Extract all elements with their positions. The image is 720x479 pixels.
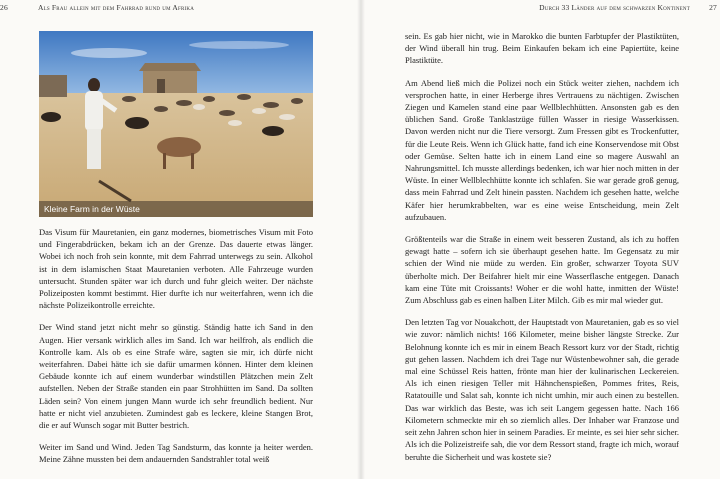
farm-photo [39,31,313,217]
running-head: Als Frau allein mit dem Fahrrad rund um Afrika [38,3,195,12]
paragraph: Am Abend ließ mich die Polizei noch ein Stück weiter ziehen, nachdem ich versprochen hatte, in einer Herberge ihres Vertrauens zu nächtigen. Zwischen Ziegen und Kamelen stand eine paar Wellblechhütten. Ansonsten gab es den üblichen Sand. Große Tanklastzüge füllen Wasser in riesige Wasserkissen. Davon werden nicht nur die Tiere versorgt. Zum Fressen gibt es Trockenfutter, für die Leute Reis. Wenn ich Glück hatte, fand ich eine Konservendose mit Obst oder Gemüse. Selten hatte ich in einem Land eine so magere Auswahl an Nahrungsmittel. Ich musste allerdings bedenken, ich war hier noch mitten in der Wüste. In einer Wellblechhütte konnte ich schlafen. Sie war gerade groß genug, dass mein Fahrrad und Zelt hinein passten. Nachdem ich gesehen hatte, welche Käfer hier herumkrabbelten, war es eine weise Entscheidung, mein Zelt aufzubauen. [405,77,679,222]
paragraph: sein. Es gab hier nicht, wie in Marokko die bunten Farbtupfer der Plastiktüten, der Wind überall hin trug. Beim Einkaufen bekam ich eine Papiertüte, keine Plastiktüte. [405,31,679,66]
page-number: 27 [709,3,717,12]
paragraph: Der Wind stand jetzt nicht mehr so günstig. Ständig hatte ich Sand in den Augen. Hier versank wirklich alles im Sand. Ich war heilfroh, als endlich die Kontrolle kam. Als ob es eine Strafe wäre, sagten sie mir, ich dürfe nicht weiterfahren. Dabei hätte ich sie dafür umarmen können. Hinter dem kleinen Gebäude konnte ich auf einem wunderbar windstillen Plätzchen mein Zelt aufstellen. Neben der Straße standen ein paar Strohhütten im Sand. Da sollten Läden sein? Von einem jungen Mann wurde ich sehr freundlich bedient. Nur hatte er nicht viel anzubieten. Zumindest gab es leckere, kleine Stangen Brot, die er auf Wunsch sogar mit Butter bestrich. [39,322,313,431]
paragraph: Größtenteils war die Straße in einem weit besseren Zustand, als ich zu hoffen gewagt hatte – sofern ich sie überhaupt gesehen hatte. Im Gegensatz zu mir schien der Wind nie müde zu werden. Ein großer, schwarzer Toyota SUV überholte mich. Der Beifahrer hielt mir eine Wasserflasche entgegen. Danach kam eine Tüte mit Croissants! Woher er die wohl hatte, inmitten der Wüste! Zum Abschluss gab es einen halben Liter Milch. Gib es mir mal wieder gut. [405,234,679,306]
left-body-text [39,226,313,465]
paragraph: Das Visum für Mauretanien, ein ganz modernes, biometrisches Visum mit Foto und Fingerabdrücken, bekam ich an der Grenze. Das dauerte etwas länger. Wobei ich noch froh sein konnte, mit dem Fahrrad unterwegs zu sein. Alkohol ist in dem islamischen Staat Mauretanien verboten. Alle Fahrzeuge wurden untersucht. Stunden später war ich durch und fuhr gleich weiter. Der nächste Polizeiposten kommt bestimmt. Hier durfte ich nur weiterfahren, wenn ich die nächste Polizeikontrolle erreichte. [39,227,313,311]
right-page [360,0,720,479]
right-body-text [405,30,679,473]
running-head: Durch 33 Länder auf dem schwarzen Kontinent [539,3,690,12]
paragraph: Den letzten Tag vor Nouakchott, der Hauptstadt von Mauretanien, gab es so viel wie zuvor: nämlich nichts! 166 Kilometer, meine bisher längste Strecke. Zur Belohnung konnte ich es mir in einem Beach Ressort kurz vor der Stadt, richtig gut gehen lassen. Nachdem ich drei Tage nur Wüstenbewohner sah, die gerade mal eine Schüssel Reis hatten, frönte man hier der kulinarischen Leckereien. Als ich einen riesigen Teller mit Hähnchenspießen, Pommes frites, Reis, Ratatouille und Salat sah, konnte ich nicht umhin, mir auch einen zu bestellen. Das war wirklich das Beste, was ich seit Langem gegessen hatte. Nach 166 Kilometern schmeckte mir eh so ziemlich alles. Der Inhaber war Franzose und seit zehn Jahren schon hier in seinem Paradies. Er meinte, es sei hier sehr sicher. Als ich die Polizeistreife sah, die vor dem Ressort stand, fragte ich mich, worauf beruhte die Sicherheit und was kostete sie? [405,317,679,462]
photo-caption: Kleine Farm in der Wüste [39,201,313,217]
paragraph: Weiter im Sand und Wind. Jeden Tag Sandsturm, das konnte ja heiter werden. Meine Zähne mussten bei dem andauernden Sandstrahler total weiß [39,442,313,465]
farm-photo-image [39,31,313,217]
page-number: 26 [0,3,8,12]
